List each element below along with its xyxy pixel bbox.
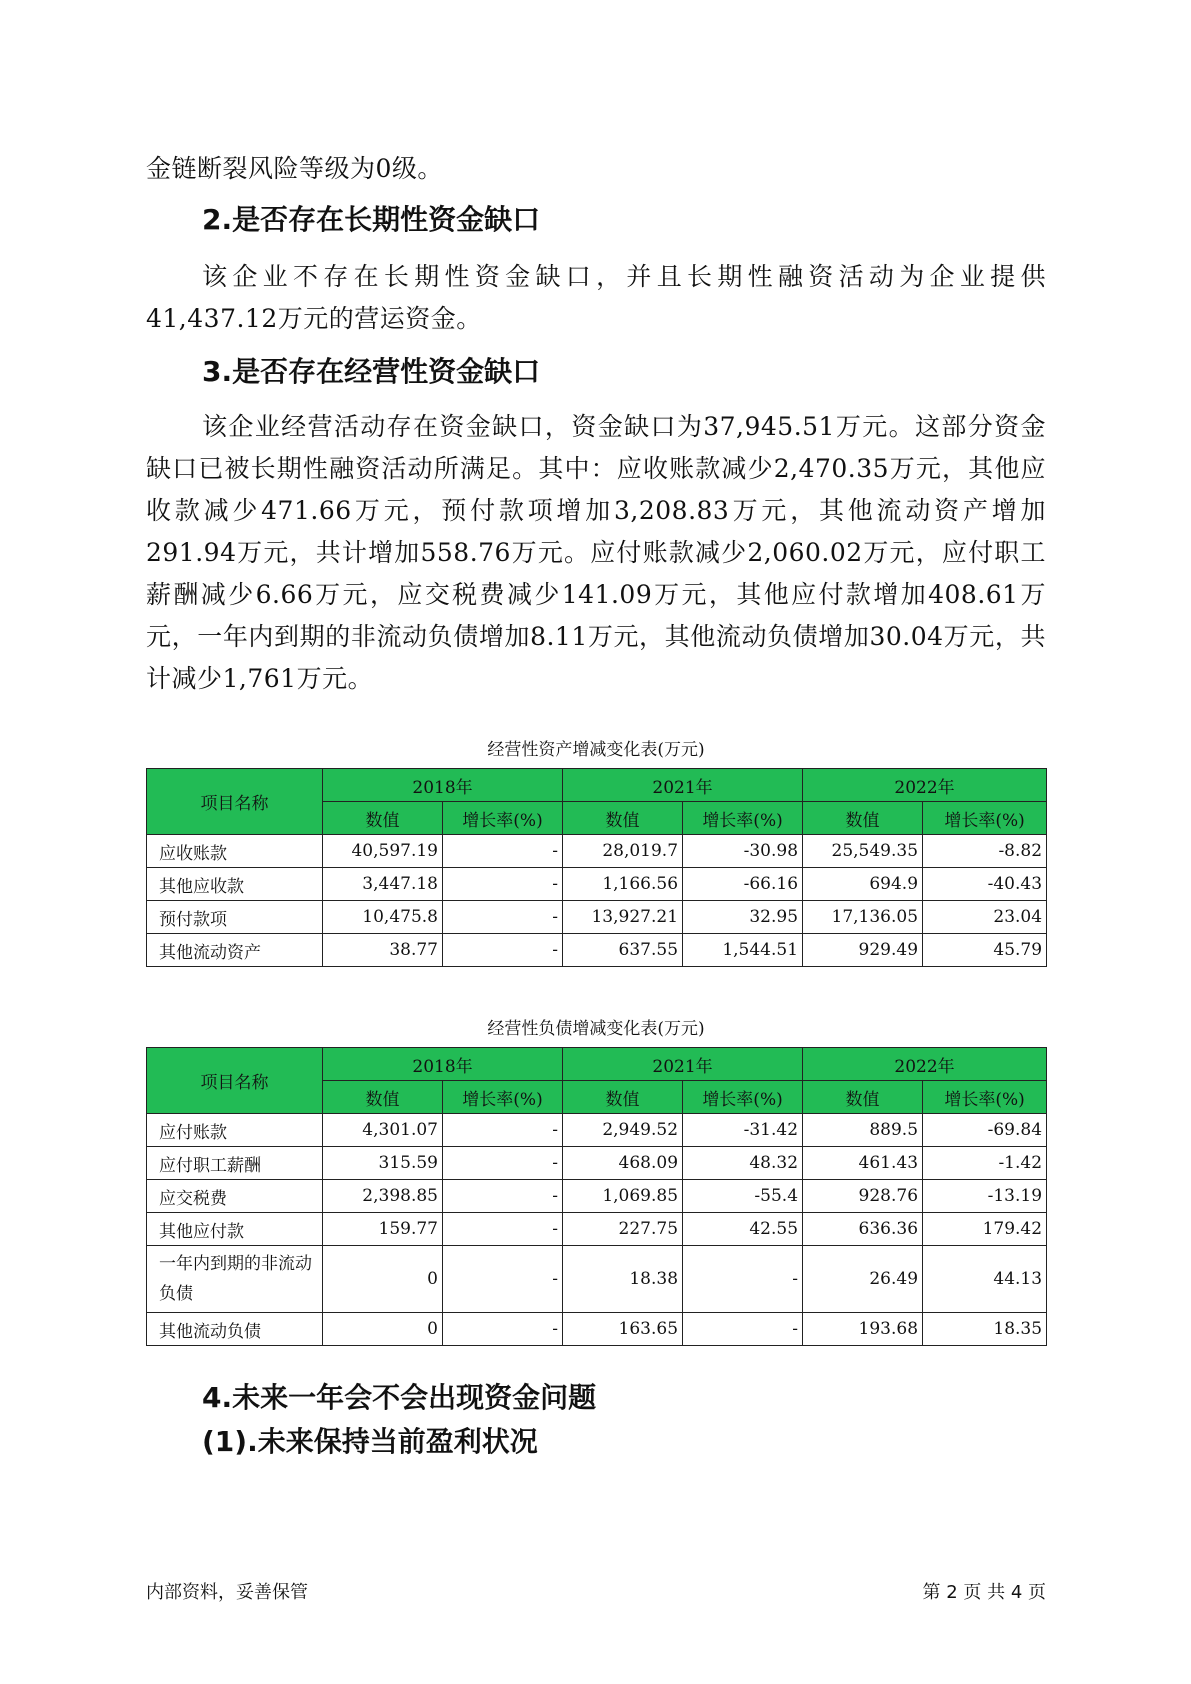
cell-value: 928.76 xyxy=(803,1180,923,1213)
paragraph-2: 该企业不存在长期性资金缺口，并且长期性融资活动为企业提供41,437.12万元的营运资金。 xyxy=(146,262,1046,333)
table-row xyxy=(147,1246,1047,1313)
paragraph-3: 该企业经营活动存在资金缺口，资金缺口为37,945.51万元。这部分资金缺口已被长期性融资活动所满足。其中：应收账款减少2,470.35万元，其他应收款减少471.66万元，预付款项增加3,208.83万元，其他流动资产增加291.94万元，共计增加558.76万元。应付账款减少2,060.02万元，应付职工薪酬减少6.66万元，应交税费减少141.09万元，其他应付款增加408.61万元，一年内到期的非流动负债增加8.11万元，其他流动负债增加30.04万元，共计减少1,761万元。 xyxy=(146,412,1046,693)
header-item-name: 项目名称 xyxy=(147,1048,323,1114)
cell-value: 1,166.56 xyxy=(563,868,683,901)
cell-growth-rate: 48.32 xyxy=(683,1147,803,1180)
cell-growth-rate: - xyxy=(443,901,563,934)
section-heading-4: 4.未来一年会不会出现资金问题 xyxy=(202,1381,597,1414)
row-item-name: 应交税费 xyxy=(147,1180,323,1213)
table-row xyxy=(147,1114,1047,1147)
cell-growth-rate: -66.16 xyxy=(683,868,803,901)
cell-value: 3,447.18 xyxy=(323,868,443,901)
cell-growth-rate: - xyxy=(683,1313,803,1346)
header-item-name: 项目名称 xyxy=(147,769,323,835)
header-growth: 增长率(%) xyxy=(923,802,1047,835)
row-item-name: 预付款项 xyxy=(147,901,323,934)
cell-growth-rate: 44.13 xyxy=(923,1246,1047,1313)
header-year: 2021年 xyxy=(563,769,803,802)
section-heading-2: 2.是否存在长期性资金缺口 xyxy=(202,203,541,236)
table-row xyxy=(147,934,1047,967)
cell-growth-rate: -1.42 xyxy=(923,1147,1047,1180)
header-year: 2022年 xyxy=(803,769,1047,802)
assets-table xyxy=(146,768,1047,967)
cell-value: 315.59 xyxy=(323,1147,443,1180)
cell-value: 2,949.52 xyxy=(563,1114,683,1147)
section-heading-3: 3.是否存在经营性资金缺口 xyxy=(202,355,541,388)
cell-value: 889.5 xyxy=(803,1114,923,1147)
cell-growth-rate: 1,544.51 xyxy=(683,934,803,967)
cell-growth-rate: - xyxy=(443,1180,563,1213)
cell-value: 18.38 xyxy=(563,1246,683,1313)
row-item-name: 应付职工薪酬 xyxy=(147,1147,323,1180)
cell-growth-rate: -30.98 xyxy=(683,835,803,868)
header-year: 2018年 xyxy=(323,769,563,802)
cell-growth-rate: 32.95 xyxy=(683,901,803,934)
cell-growth-rate: -40.43 xyxy=(923,868,1047,901)
row-item-name: 其他应付款 xyxy=(147,1213,323,1246)
liabilities-table xyxy=(146,1047,1047,1346)
cell-growth-rate: 23.04 xyxy=(923,901,1047,934)
cell-growth-rate: 179.42 xyxy=(923,1213,1047,1246)
row-item-name: 其他应收款 xyxy=(147,868,323,901)
header-value: 数值 xyxy=(803,802,923,835)
header-value: 数值 xyxy=(563,802,683,835)
footer-confidential-note: 内部资料，妥善保管 xyxy=(146,1582,308,1603)
table-row xyxy=(147,1147,1047,1180)
table-row xyxy=(147,1313,1047,1346)
page-content xyxy=(146,148,1046,1462)
header-value: 数值 xyxy=(563,1081,683,1114)
row-item-name: 应付账款 xyxy=(147,1114,323,1147)
paragraph-1: 金链断裂风险等级为0级。 xyxy=(146,154,443,183)
assets-table-caption: 经营性资产增减变化表(万元) xyxy=(487,740,705,760)
table-row xyxy=(147,1180,1047,1213)
cell-growth-rate: - xyxy=(443,1246,563,1313)
cell-growth-rate: -8.82 xyxy=(923,835,1047,868)
cell-growth-rate: 45.79 xyxy=(923,934,1047,967)
cell-value: 636.36 xyxy=(803,1213,923,1246)
header-growth: 增长率(%) xyxy=(443,802,563,835)
cell-value: 929.49 xyxy=(803,934,923,967)
cell-growth-rate: 42.55 xyxy=(683,1213,803,1246)
row-item-name: 应收账款 xyxy=(147,835,323,868)
cell-value: 637.55 xyxy=(563,934,683,967)
cell-value: 163.65 xyxy=(563,1313,683,1346)
cell-value: 1,069.85 xyxy=(563,1180,683,1213)
cell-growth-rate: -13.19 xyxy=(923,1180,1047,1213)
cell-value: 38.77 xyxy=(323,934,443,967)
cell-value: 26.49 xyxy=(803,1246,923,1313)
cell-value: 17,136.05 xyxy=(803,901,923,934)
cell-value: 468.09 xyxy=(563,1147,683,1180)
header-growth: 增长率(%) xyxy=(443,1081,563,1114)
cell-value: 40,597.19 xyxy=(323,835,443,868)
header-year: 2021年 xyxy=(563,1048,803,1081)
cell-growth-rate: - xyxy=(443,1147,563,1180)
cell-growth-rate: 18.35 xyxy=(923,1313,1047,1346)
cell-growth-rate: - xyxy=(443,1114,563,1147)
header-value: 数值 xyxy=(803,1081,923,1114)
cell-growth-rate: -55.4 xyxy=(683,1180,803,1213)
cell-growth-rate: -69.84 xyxy=(923,1114,1047,1147)
cell-value: 0 xyxy=(323,1313,443,1346)
header-year: 2018年 xyxy=(323,1048,563,1081)
header-value: 数值 xyxy=(323,802,443,835)
row-item-name: 其他流动资产 xyxy=(147,934,323,967)
cell-value: 694.9 xyxy=(803,868,923,901)
cell-value: 461.43 xyxy=(803,1147,923,1180)
cell-value: 0 xyxy=(323,1246,443,1313)
cell-growth-rate: - xyxy=(443,1213,563,1246)
table-row xyxy=(147,835,1047,868)
header-growth: 增长率(%) xyxy=(683,802,803,835)
cell-growth-rate: -31.42 xyxy=(683,1114,803,1147)
cell-value: 227.75 xyxy=(563,1213,683,1246)
footer-page-number: 第 2 页 共 4 页 xyxy=(922,1582,1046,1603)
liabilities-table-caption: 经营性负债增减变化表(万元) xyxy=(487,1019,705,1039)
cell-value: 193.68 xyxy=(803,1313,923,1346)
table-row xyxy=(147,901,1047,934)
row-item-name: 一年内到期的非流动负债 xyxy=(147,1246,323,1313)
header-year: 2022年 xyxy=(803,1048,1047,1081)
cell-value: 2,398.85 xyxy=(323,1180,443,1213)
subsection-heading-4-1: (1).未来保持当前盈利状况 xyxy=(202,1425,538,1458)
cell-value: 159.77 xyxy=(323,1213,443,1246)
table-row xyxy=(147,868,1047,901)
cell-value: 28,019.7 xyxy=(563,835,683,868)
liabilities-table-body xyxy=(147,1114,1047,1346)
cell-growth-rate: - xyxy=(443,934,563,967)
cell-growth-rate: - xyxy=(683,1246,803,1313)
header-growth: 增长率(%) xyxy=(923,1081,1047,1114)
header-value: 数值 xyxy=(323,1081,443,1114)
row-item-name: 其他流动负债 xyxy=(147,1313,323,1346)
header-growth: 增长率(%) xyxy=(683,1081,803,1114)
table-row xyxy=(147,1213,1047,1246)
cell-growth-rate: - xyxy=(443,1313,563,1346)
cell-value: 13,927.21 xyxy=(563,901,683,934)
cell-value: 25,549.35 xyxy=(803,835,923,868)
cell-growth-rate: - xyxy=(443,835,563,868)
cell-value: 10,475.8 xyxy=(323,901,443,934)
cell-growth-rate: - xyxy=(443,868,563,901)
cell-value: 4,301.07 xyxy=(323,1114,443,1147)
assets-table-body xyxy=(147,835,1047,967)
